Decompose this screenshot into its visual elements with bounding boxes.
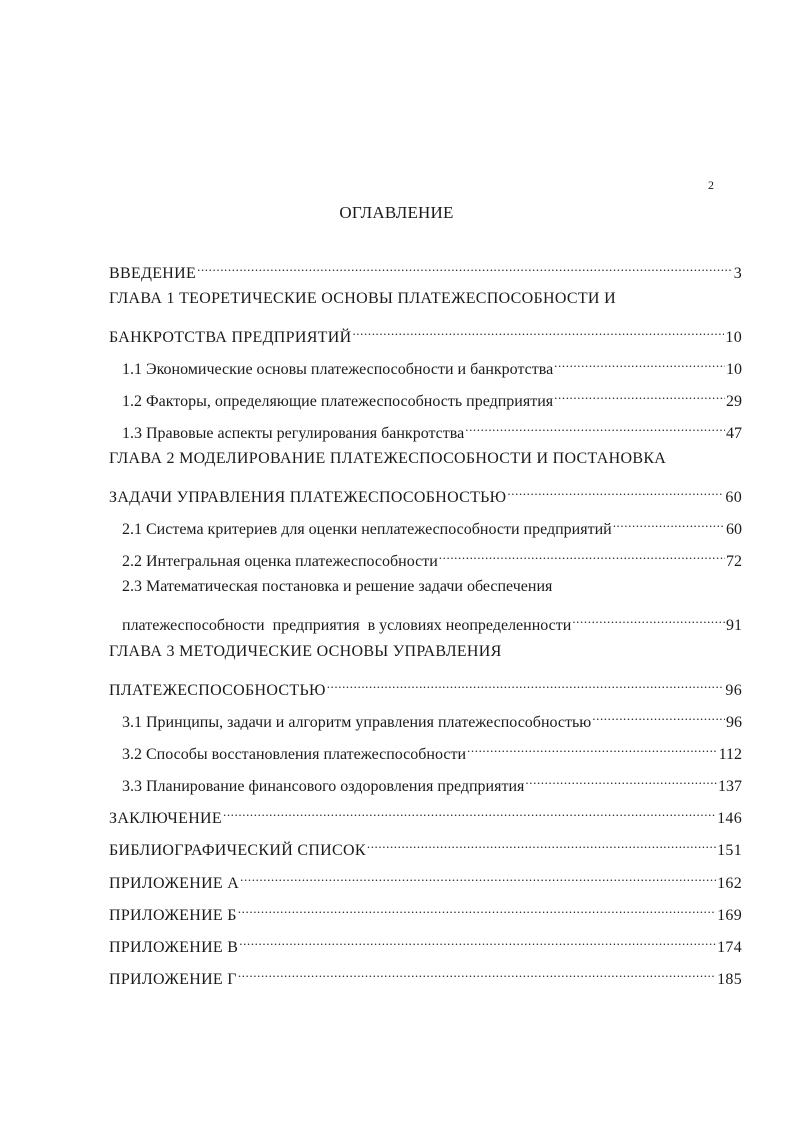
toc-leader-dots	[238, 962, 716, 984]
toc-entry-page: 3	[733, 265, 742, 282]
toc-chapter-3-title-line1: ГЛАВА 3 МЕТОДИЧЕСКИЕ ОСНОВЫ УПРАВЛЕНИЯ	[109, 643, 502, 660]
toc-entry-page: 146	[717, 810, 742, 827]
toc-leader-dots	[327, 673, 725, 695]
toc-entry-label: ПРИЛОЖЕНИЕ Б	[109, 907, 237, 924]
toc-leader-dots	[239, 930, 716, 952]
toc-entry-label: ЗАКЛЮЧЕНИЕ	[109, 810, 222, 827]
toc-entry-label: 3.2 Способы восстановления платежеспособности	[122, 746, 467, 763]
toc-entry-3-2[interactable]	[122, 737, 742, 763]
toc-leader-dots	[238, 898, 716, 920]
toc-entry-label: 1.3 Правовые аспекты регулирования банкротства	[122, 425, 465, 442]
toc-title: ОГЛАВЛЕНИЕ	[339, 203, 454, 222]
toc-entry-appendix-b[interactable]	[109, 898, 742, 924]
toc-leader-dots	[439, 544, 725, 566]
toc-leader-dots	[197, 256, 733, 278]
toc-entry-label: ПРИЛОЖЕНИЕ В	[109, 939, 239, 956]
toc-entry-appendix-v[interactable]	[109, 930, 742, 956]
toc-entry-page: 137	[718, 778, 742, 795]
toc-entry-label: БИБЛИОГРАФИЧЕСКИЙ СПИСОК	[109, 842, 366, 859]
toc-entry-label: 2.2 Интегральная оценка платежеспособности	[122, 553, 438, 570]
toc-entry-label: ВВЕДЕНИЕ	[109, 265, 197, 282]
toc-entry-label: ЗАДАЧИ УПРАВЛЕНИЯ ПЛАТЕЖЕСПОСОБНОСТЬЮ	[109, 489, 507, 506]
toc-entry-label: 2.1 Система критериев для оценки неплатежеспособности предприятий	[122, 521, 612, 538]
toc-entry-label: 3.1 Принципы, задачи и алгоритм управления платежеспособностью	[122, 714, 592, 731]
toc-entry-page: 72	[726, 553, 742, 570]
toc-entry-label: 1.1 Экономические основы платежеспособности и банкротства	[122, 361, 554, 378]
toc-entry-bibliography[interactable]	[109, 833, 742, 859]
toc-leader-dots	[507, 480, 724, 502]
toc-leader-dots	[367, 833, 716, 855]
page-number: 2	[708, 178, 714, 192]
toc-leader-dots	[467, 737, 718, 759]
toc-entry-chapter-1[interactable]	[109, 320, 742, 346]
toc-entry-label: платежеспособности предприятия в условиях неопределенности	[122, 617, 572, 634]
toc-chapter-1-title-line1: ГЛАВА 1 ТЕОРЕТИЧЕСКИЕ ОСНОВЫ ПЛАТЕЖЕСПОСОБНОСТИ И	[109, 290, 616, 307]
toc-entry-page: 47	[726, 425, 742, 442]
toc-entry-introduction[interactable]	[109, 256, 742, 282]
toc-entry-2-3-line1: 2.3 Математическая постановка и решение задачи обеспечения	[122, 578, 553, 595]
toc-entry-chapter-2[interactable]	[109, 480, 742, 506]
toc-chapter-2-title-line1: ГЛАВА 2 МОДЕЛИРОВАНИЕ ПЛАТЕЖЕСПОСОБНОСТИ И ПОСТАНОВКА	[109, 450, 667, 467]
toc-entry-page: 185	[717, 971, 742, 988]
toc-entry-page: 10	[725, 329, 742, 346]
toc-entry-1-1[interactable]	[122, 352, 742, 378]
toc-entry-page: 91	[726, 617, 742, 634]
toc-entry-label: БАНКРОТСТВА ПРЕДПРИЯТИЙ	[109, 329, 352, 346]
toc-entry-2-2[interactable]	[122, 544, 742, 570]
toc-leader-dots	[572, 608, 725, 630]
toc-entry-3-3[interactable]	[122, 769, 742, 795]
toc-entry-page: 60	[725, 489, 742, 506]
toc-entry-page: 96	[725, 682, 742, 699]
toc-entry-2-1[interactable]	[122, 512, 742, 538]
toc-entry-1-2[interactable]	[122, 384, 742, 410]
toc-leader-dots	[352, 320, 724, 342]
toc-leader-dots	[613, 512, 725, 534]
toc-entry-chapter-3[interactable]	[109, 673, 742, 699]
toc-entry-page: 96	[726, 714, 742, 731]
toc-entry-page: 151	[717, 842, 742, 859]
toc-entry-1-3[interactable]	[122, 416, 742, 442]
toc-entry-label: ПРИЛОЖЕНИЕ А	[109, 875, 240, 892]
toc-entry-conclusion[interactable]	[109, 801, 742, 827]
toc-entry-label: ПРИЛОЖЕНИЕ Г	[109, 971, 237, 988]
toc-leader-dots	[554, 352, 725, 374]
toc-entry-page: 60	[726, 521, 742, 538]
toc-leader-dots	[240, 866, 716, 888]
toc-entry-appendix-g[interactable]	[109, 962, 742, 988]
toc-entry-label: 1.2 Факторы, определяющие платежеспособность предприятия	[122, 393, 554, 410]
toc-entry-2-3[interactable]	[122, 608, 742, 634]
toc-leader-dots	[525, 769, 717, 791]
toc-leader-dots	[465, 416, 725, 438]
toc-entry-page: 162	[717, 875, 742, 892]
toc-leader-dots	[554, 384, 725, 406]
toc-entry-appendix-a[interactable]	[109, 866, 742, 892]
toc-entry-label: 3.3 Планирование финансового оздоровления предприятия	[122, 778, 525, 795]
toc-entry-page: 174	[717, 939, 742, 956]
toc-entry-3-1[interactable]	[122, 705, 742, 731]
toc-leader-dots	[592, 705, 725, 727]
toc-leader-dots	[223, 801, 716, 823]
toc-entry-page: 10	[726, 361, 742, 378]
toc-entry-page: 29	[726, 393, 742, 410]
toc-entry-page: 169	[717, 907, 742, 924]
toc-entry-page: 112	[718, 746, 742, 763]
toc-entry-label: ПЛАТЕЖЕСПОСОБНОСТЬЮ	[109, 682, 326, 699]
